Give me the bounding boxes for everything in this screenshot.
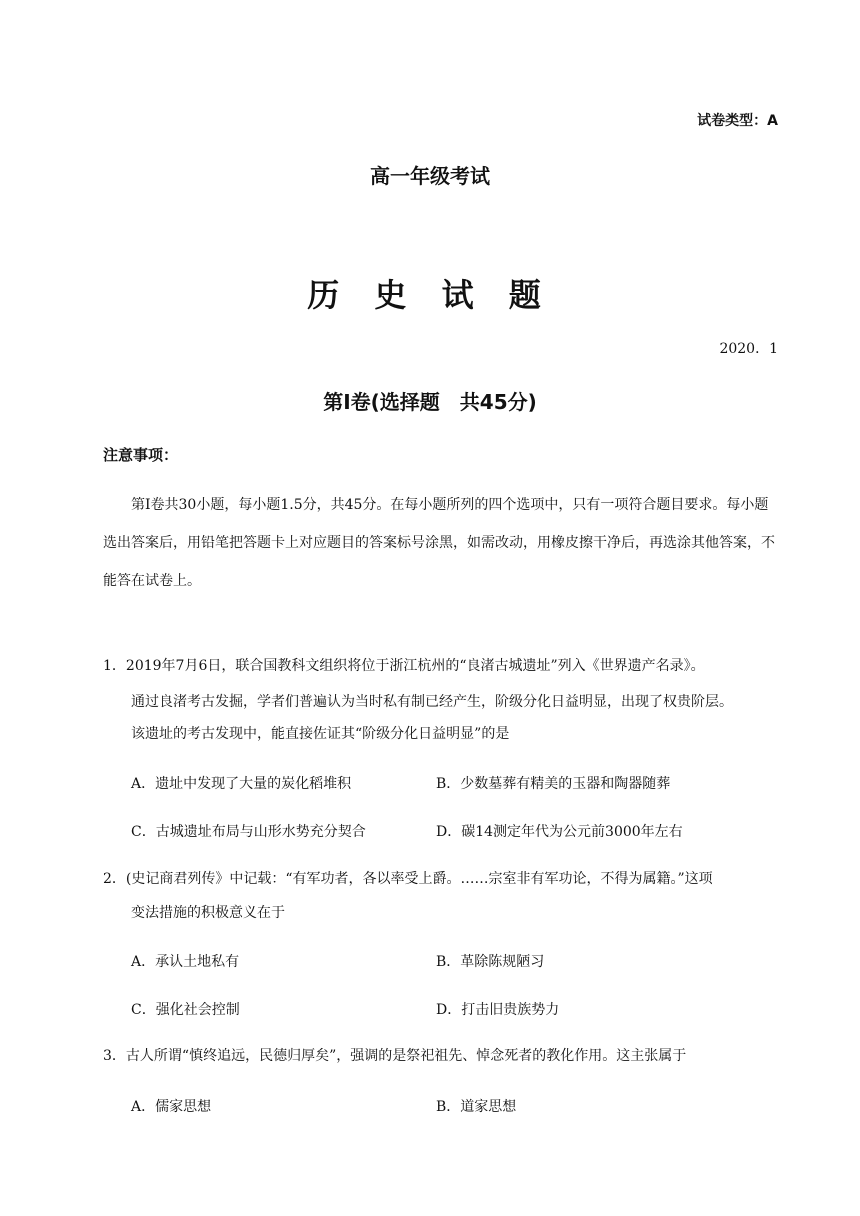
- question-1-option-b: B．少数墓葬有精美的玉器和陶器随葬: [436, 776, 671, 792]
- question-3-line-1: 3．古人所谓“慎终追远，民德归厚矣”，强调的是祭祀祖先、悼念死者的教化作用。这主张属于: [103, 1048, 687, 1064]
- question-3-option-a: A．儒家思想: [131, 1099, 212, 1115]
- question-1-line-2: 通过良渚考古发掘，学者们普遍认为当时私有制已经产生，阶级分化日益明显，出现了权贵阶层。: [131, 694, 733, 710]
- question-1-option-d: D．碳14测定年代为公元前3000年左右: [436, 824, 683, 840]
- notice-heading: 注意事项：: [103, 446, 179, 464]
- question-2-line-2: 变法措施的积极意义在于: [131, 905, 285, 921]
- question-3-option-b: B．道家思想: [436, 1099, 517, 1115]
- section-title: 第Ⅰ卷(选择题 共45分): [323, 390, 537, 414]
- question-2-option-b: B．革除陈规陋习: [436, 954, 545, 970]
- question-1-line-1: 1．2019年7月6日，联合国教科文组织将位于浙江杭州的“良渚古城遗址”列入《世界遗产名录》。: [103, 658, 705, 674]
- exam-title: 高一年级考试: [370, 164, 490, 188]
- question-2-option-d: D．打击旧贵族势力: [436, 1002, 560, 1018]
- exam-date: 2020．1: [719, 341, 778, 357]
- question-1-option-a: A．遗址中发现了大量的炭化稻堆积: [131, 776, 352, 792]
- paper-type: 试卷类型：A: [697, 113, 778, 129]
- question-1-option-c: C．古城遗址布局与山形水势充分契合: [131, 824, 366, 840]
- question-2-line-1: 2．(史记商君列传》中记载：“有军功者，各以率受上爵。……宗室非有军功论，不得为属籍。”这项: [103, 871, 713, 887]
- notice-body: 第Ⅰ卷共30小题，每小题1.5分，共45分。在每小题所列的四个选项中，只有一项符合题目要求。每小题选出答案后，用铅笔把答题卡上对应题目的答案标号涂黑，如需改动，用橡皮擦干净后，再选涂其他答案，不能答在试卷上。: [103, 497, 775, 589]
- question-2-option-c: C．强化社会控制: [131, 1002, 240, 1018]
- question-1-line-3: 该遗址的考古发现中，能直接佐证其“阶级分化日益明显”的是: [131, 726, 510, 742]
- question-2-option-a: A．承认土地私有: [131, 954, 240, 970]
- page-title: 历 史 试 题: [307, 276, 553, 314]
